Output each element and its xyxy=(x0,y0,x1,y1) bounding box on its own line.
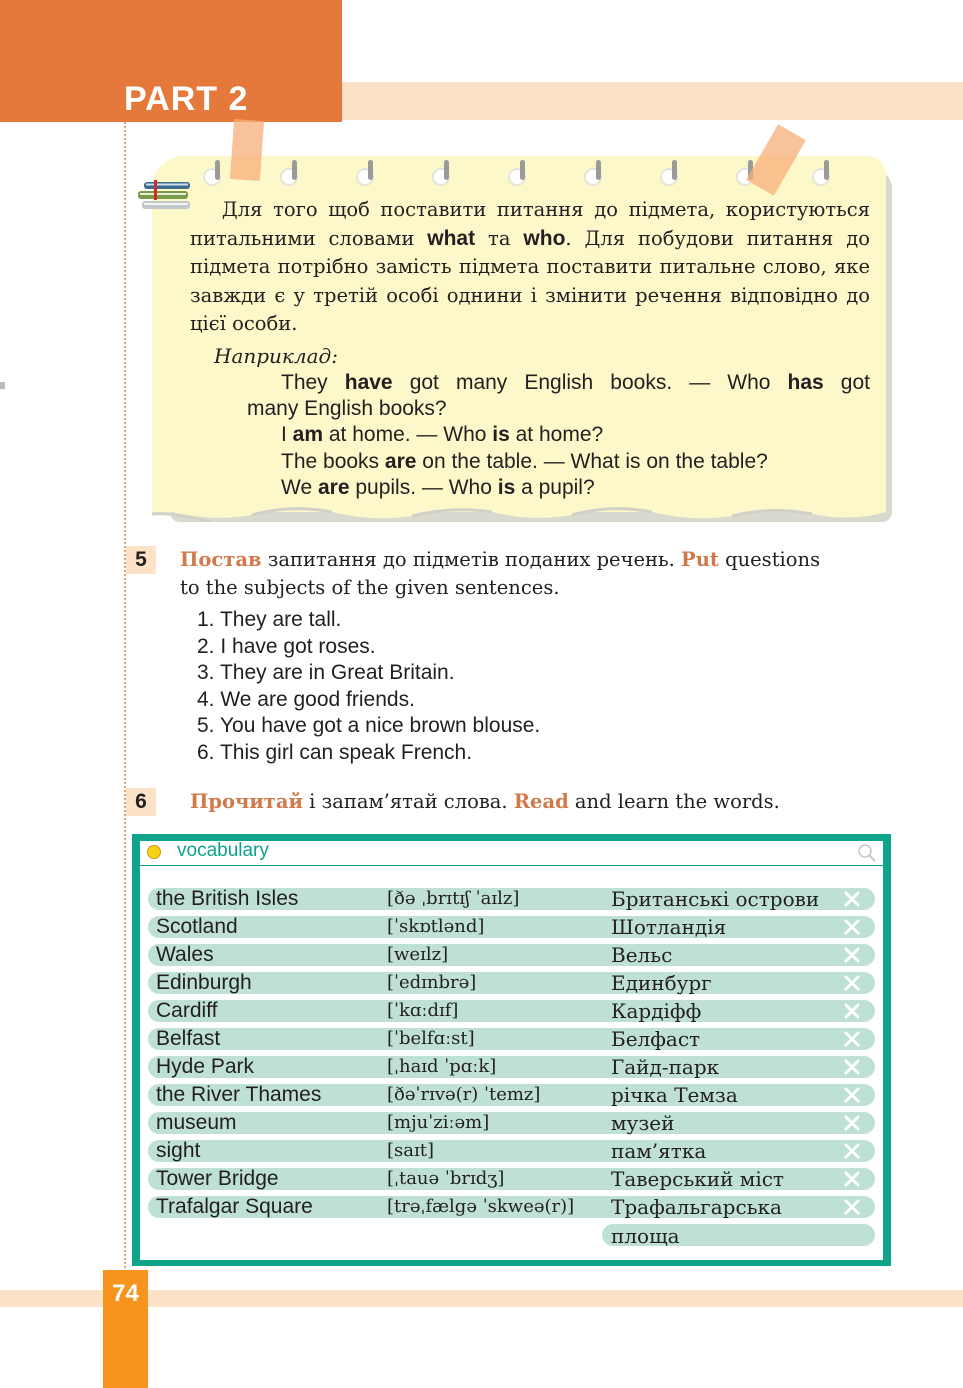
vocab-transcription: [ˌhaɪd ˈpɑːk] xyxy=(387,1056,497,1077)
rule-text: . Для побудови питання до підмета потрібно замість підмета поставити питальне слово, яке завжди є у третій особі однини і змінити речення відповідно до цієї особи. xyxy=(190,226,871,335)
binder-hook xyxy=(368,160,373,180)
vocab-translation: пам’ятка xyxy=(611,1139,707,1163)
note-card-torn-edge xyxy=(152,500,886,522)
vocab-row xyxy=(148,1028,875,1050)
vocab-translation: річка Темза xyxy=(611,1083,738,1107)
margin-dotted-line xyxy=(124,122,126,1272)
vocab-translation: Шотландія xyxy=(611,915,727,939)
example-line: many English books? xyxy=(247,397,447,420)
vocab-word: the British Isles xyxy=(156,887,299,910)
books-icon xyxy=(134,180,194,216)
vocab-transcription: [ˈskɒtlənd] xyxy=(387,916,485,937)
close-icon[interactable] xyxy=(841,944,863,966)
example-line: The books are on the table. — What is on the table? xyxy=(281,450,768,473)
vocab-word: Wales xyxy=(156,943,214,966)
sentence-item: 4. We are good friends. xyxy=(197,688,415,711)
vocab-translation: площа xyxy=(611,1224,680,1248)
vocab-transcription: [ˈbelfɑːst] xyxy=(387,1028,475,1049)
close-icon[interactable] xyxy=(841,1028,863,1050)
vocab-word: Hyde Park xyxy=(156,1055,255,1078)
vocab-word: sight xyxy=(156,1139,201,1162)
search-icon[interactable] xyxy=(857,843,877,863)
vocab-transcription: [ðəˈrɪvə(r) ˈtemz] xyxy=(387,1084,541,1105)
close-icon[interactable] xyxy=(841,972,863,994)
vocab-transcription: [saɪt] xyxy=(387,1140,435,1161)
exercise-number: 6 xyxy=(126,788,156,816)
binder-hook xyxy=(215,160,220,180)
margin-tick xyxy=(0,382,5,389)
vocab-transcription: [ˌtauə ˈbrɪdʒ] xyxy=(387,1168,505,1189)
close-icon[interactable] xyxy=(841,1084,863,1106)
sentence-item: 5. You have got a nice brown blouse. xyxy=(197,714,541,737)
binder-hook xyxy=(520,160,525,180)
part-header-strip xyxy=(342,82,963,120)
binder-hook xyxy=(292,160,297,180)
vocab-translation: Гайд-парк xyxy=(611,1055,720,1079)
binder-hook xyxy=(596,160,601,180)
vocab-word: museum xyxy=(156,1111,237,1134)
vocab-row xyxy=(148,1000,875,1022)
close-icon[interactable] xyxy=(841,888,863,910)
close-icon[interactable] xyxy=(841,1168,863,1190)
part-title: PART 2 xyxy=(124,80,249,118)
sentence-item: 1. They are tall. xyxy=(197,608,342,631)
vocab-translation: Трафальгарська xyxy=(611,1195,782,1219)
vocab-word: Cardiff xyxy=(156,999,218,1022)
vocab-word: Belfast xyxy=(156,1027,221,1050)
vocab-transcription: [ˈkɑːdɪf] xyxy=(387,1000,459,1021)
rule-text: та xyxy=(475,226,524,250)
vocab-translation: Белфаст xyxy=(611,1027,701,1051)
vocab-row xyxy=(148,1140,875,1162)
exercise-6-instruction: Прочитай і запам’ятай слова. Read and learn the words. xyxy=(190,790,780,813)
vocab-word: Tower Bridge xyxy=(156,1167,279,1190)
keyword-who: who xyxy=(523,226,566,250)
vocab-translation: музей xyxy=(611,1111,675,1135)
vocab-transcription: [ˈedɪnbrə] xyxy=(387,972,477,993)
vocab-translation: Кардіфф xyxy=(611,999,702,1023)
exercise-5-instruction-line2: to the subjects of the given sentences. xyxy=(180,576,560,599)
binder-hook xyxy=(824,160,829,180)
close-icon[interactable] xyxy=(841,1112,863,1134)
keyword-what: what xyxy=(427,226,476,250)
vocab-translation: Вельс xyxy=(611,943,673,967)
close-icon[interactable] xyxy=(841,1056,863,1078)
vocab-row xyxy=(148,944,875,966)
vocab-transcription: [mjuˈziːəm] xyxy=(387,1112,490,1133)
example-label: Наприклад: xyxy=(214,344,338,368)
example-line: I am at home. — Who is at home? xyxy=(281,423,604,446)
vocab-transcription: [weɪlz] xyxy=(387,944,449,965)
vocab-row xyxy=(148,1112,875,1134)
binder-hook xyxy=(672,160,677,180)
close-icon[interactable] xyxy=(841,916,863,938)
example-line: They have got many English books. — Who has got xyxy=(281,371,870,394)
binder-hook xyxy=(444,160,449,180)
vocab-word: Scotland xyxy=(156,915,238,938)
vocab-word: the River Thames xyxy=(156,1083,322,1106)
tape-strip xyxy=(230,119,264,181)
example-line: We are pupils. — Who is a pupil? xyxy=(281,476,595,499)
close-icon[interactable] xyxy=(841,1000,863,1022)
sentence-item: 2. I have got roses. xyxy=(197,635,376,658)
vocabulary-label: vocabulary xyxy=(177,840,269,861)
vocab-word: Trafalgar Square xyxy=(156,1195,313,1218)
vocab-translation: Таверський міст xyxy=(611,1167,784,1191)
vocab-row xyxy=(148,1056,875,1078)
vocab-transcription: [ðə ˌbrɪtɪʃ ˈaɪlz] xyxy=(387,888,520,909)
vocab-translation: Единбург xyxy=(611,971,712,995)
sentence-item: 3. They are in Great Britain. xyxy=(197,661,455,684)
page-number: 74 xyxy=(112,1280,139,1307)
close-icon[interactable] xyxy=(841,1140,863,1162)
close-icon[interactable] xyxy=(841,1196,863,1218)
vocab-word: Edinburgh xyxy=(156,971,252,994)
sentence-item: 6. This girl can speak French. xyxy=(197,741,473,764)
exercise-5-instruction: Постав запитання до підметів поданих речень. Put questions xyxy=(180,548,821,571)
vocab-row xyxy=(148,916,875,938)
vocab-row xyxy=(148,972,875,994)
exercise-number: 5 xyxy=(126,546,156,574)
grammar-rule-text xyxy=(190,196,870,339)
vocab-transcription: [trəˌfælgə ˈskweə(r)] xyxy=(387,1196,575,1217)
rule-text: Для того щоб поставити питання до підмета, користуються питальними словами xyxy=(190,198,870,250)
vocab-translation: Британські острови xyxy=(611,887,820,911)
vocabulary-bullet-icon xyxy=(147,845,161,859)
